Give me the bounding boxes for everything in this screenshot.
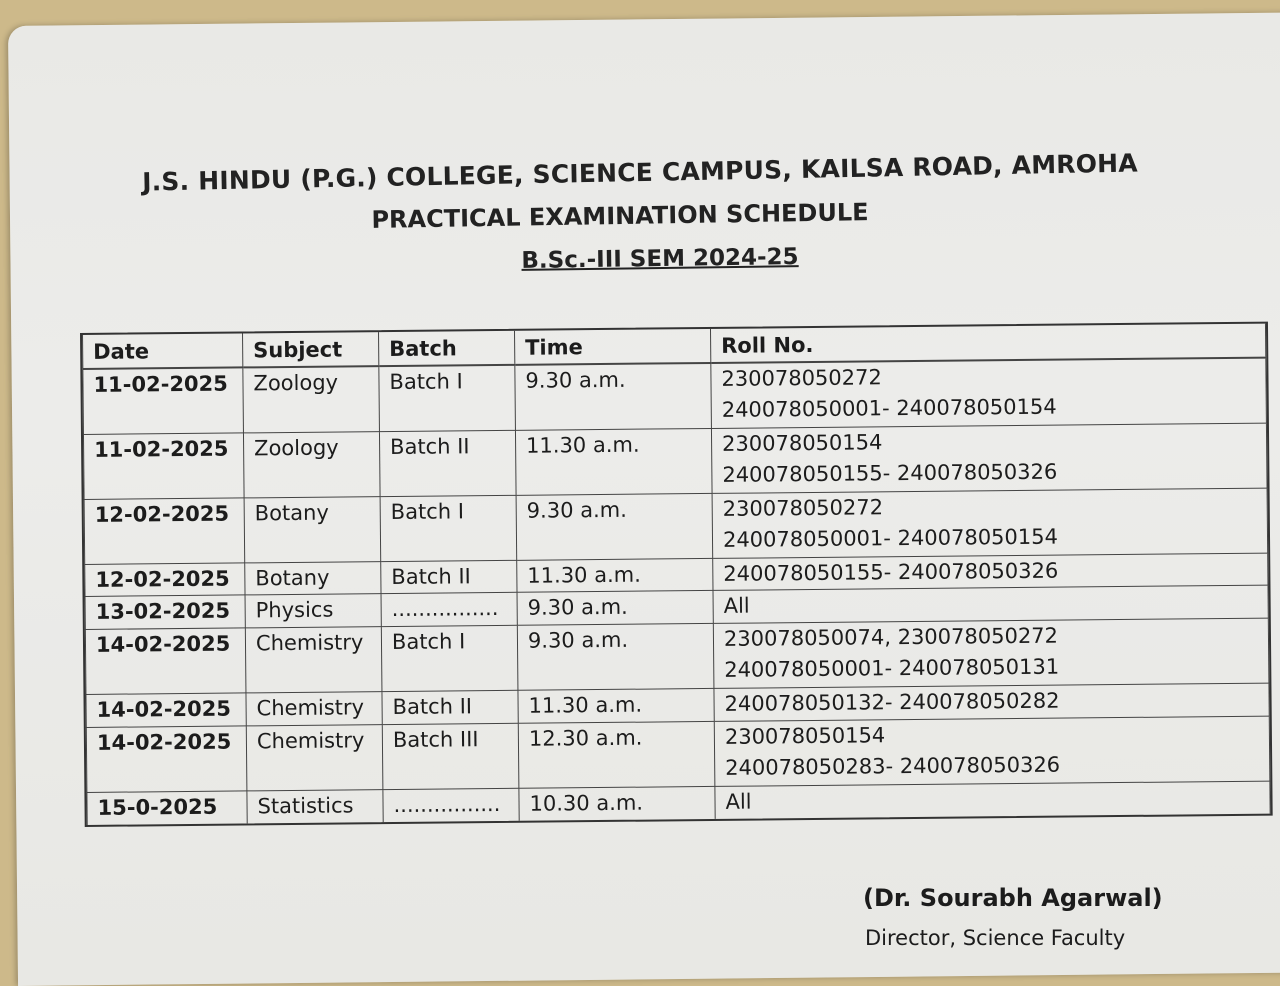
table-row <box>84 488 1268 564</box>
date-cell: 14-02-2025 <box>86 726 247 792</box>
subject-cell: Physics <box>245 594 381 628</box>
date-cell: 14-02-2025 <box>85 628 246 694</box>
batch-cell: Batch I <box>380 495 517 561</box>
schedule-title: PRACTICAL EXAMINATION SCHEDULE <box>371 198 869 234</box>
roll-no-cell <box>714 683 1269 721</box>
time-cell: 11.30 a.m. <box>517 558 713 593</box>
subject-cell: Chemistry <box>246 692 382 726</box>
table-row <box>83 358 1267 435</box>
table-row <box>86 716 1270 792</box>
exam-schedule-table <box>80 322 1273 827</box>
subject-cell: Botany <box>245 561 381 595</box>
roll-no-cell <box>711 423 1267 493</box>
roll-no-cell <box>714 716 1270 786</box>
roll-number-range: 240078050155- 240078050326 <box>723 558 1059 586</box>
time-cell: 9.30 a.m. <box>515 363 712 430</box>
time-cell: 11.30 a.m. <box>518 689 714 724</box>
roll-number-range: All <box>723 594 750 619</box>
college-name: J.S. HINDU (P.G.) COLLEGE, SCIENCE CAMPUS, KAILSA ROAD, AMROHA <box>141 148 1139 197</box>
column-header-time: Time <box>514 329 710 365</box>
roll-number-range: 240078050155- 240078050326 <box>722 459 1058 487</box>
roll-number-range: 230078050074, 230078050272 <box>723 624 1059 652</box>
signatory-name: (Dr. Sourabh Agarwal) <box>863 884 1163 912</box>
table-row <box>85 619 1269 695</box>
roll-number-range: 230078050272 <box>722 495 884 521</box>
date-cell: 11-02-2025 <box>83 367 244 434</box>
date-cell: 14-02-2025 <box>86 693 246 727</box>
date-cell: 12-02-2025 <box>85 562 245 596</box>
column-header-roll-no: Roll No. <box>710 324 1265 363</box>
subject-cell: Zoology <box>243 431 380 497</box>
roll-no-cell <box>713 619 1269 689</box>
batch-cell: Batch II <box>379 430 516 496</box>
date-cell: 15-0-2025 <box>87 791 247 825</box>
column-header-subject: Subject <box>243 332 379 367</box>
batch-cell: Batch I <box>379 365 516 432</box>
roll-number-range: 230078050154 <box>721 430 883 456</box>
signatory-designation: Director, Science Faculty <box>865 926 1126 950</box>
time-cell: 11.30 a.m. <box>515 428 712 495</box>
subject-cell: Statistics <box>247 790 383 824</box>
subject-cell: Botany <box>244 496 381 562</box>
subject-cell: Chemistry <box>246 725 383 791</box>
roll-number-range: 230078050154 <box>724 723 886 750</box>
roll-no-cell <box>712 488 1268 558</box>
roll-number-range: All <box>725 789 752 814</box>
date-cell: 13-02-2025 <box>85 595 245 629</box>
roll-no-cell <box>711 358 1267 429</box>
semester-heading: B.Sc.-III SEM 2024-25 <box>521 244 799 274</box>
time-cell: 9.30 a.m. <box>517 624 714 691</box>
batch-cell: Batch III <box>382 724 519 790</box>
time-cell: 9.30 a.m. <box>516 493 713 560</box>
batch-cell: Batch I <box>381 626 518 692</box>
date-cell: 12-02-2025 <box>84 498 245 564</box>
roll-number-range: 240078050001- 240078050154 <box>722 524 1059 552</box>
time-cell: 12.30 a.m. <box>518 722 715 789</box>
roll-number-range: 240078050132- 240078050282 <box>724 688 1060 717</box>
time-cell: 10.30 a.m. <box>519 786 715 820</box>
time-cell: 9.30 a.m. <box>517 591 713 626</box>
batch-cell: ................ <box>381 593 517 627</box>
table-row <box>83 423 1267 499</box>
roll-number-range: 240078050001- 240078050131 <box>724 655 1060 683</box>
batch-cell: ................ <box>383 788 519 822</box>
roll-number-range: 240078050001- 240078050154 <box>721 394 1057 422</box>
roll-no-cell <box>713 553 1268 591</box>
date-cell: 11-02-2025 <box>83 433 244 499</box>
batch-cell: Batch II <box>381 560 517 594</box>
roll-no-cell <box>713 586 1268 624</box>
column-header-batch: Batch <box>379 331 515 366</box>
batch-cell: Batch II <box>382 691 518 725</box>
subject-cell: Chemistry <box>245 627 382 693</box>
roll-number-range: 230078050272 <box>721 365 882 391</box>
subject-cell: Zoology <box>243 366 380 433</box>
column-header-date: Date <box>83 333 243 369</box>
roll-no-cell <box>715 781 1270 819</box>
roll-number-range: 240078050283- 240078050326 <box>725 752 1061 781</box>
